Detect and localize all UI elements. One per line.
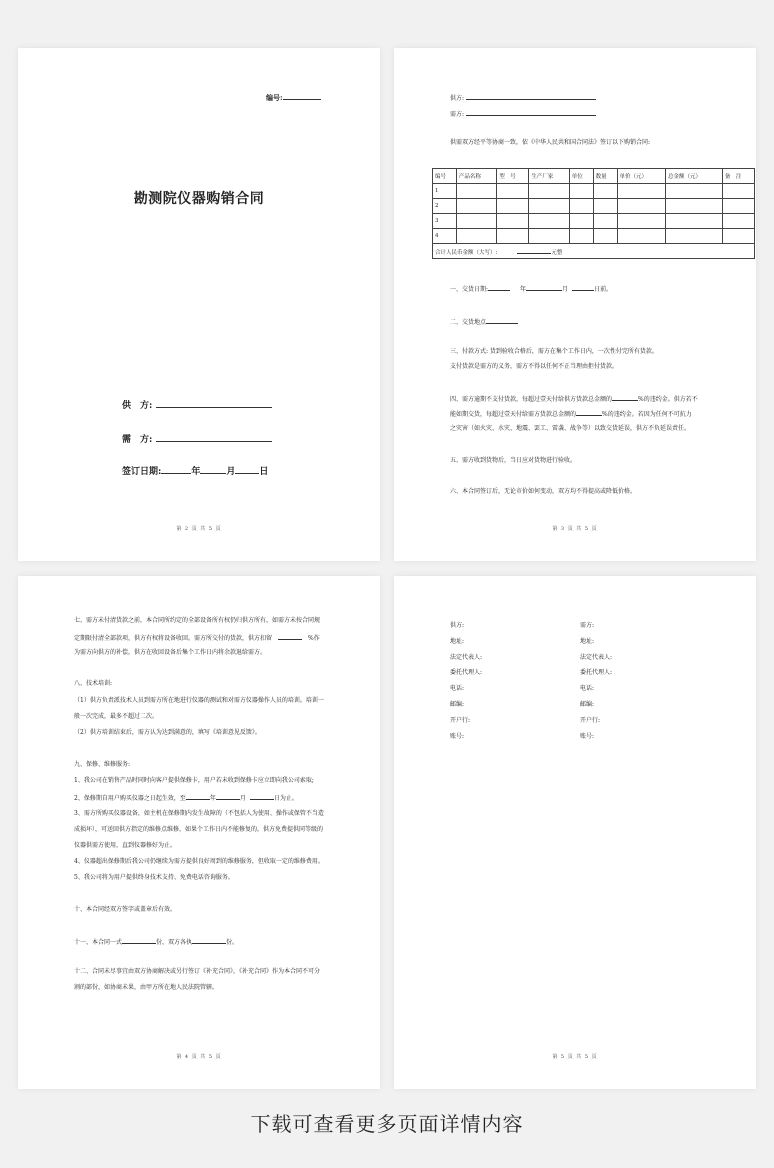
clause-1: 一、交货日期: 年 月 日前。 [450,286,613,293]
supplier-agent-label: 委托代理人: [450,669,483,677]
clause-4-3: 之灾害（如火灾、水灾、地震、罢工、雷袭、战争等）以致交货延误，供方不负延误责任。 [450,425,691,432]
clause-9-2: 2、保修期自用户购买仪器之日起生效，至 年 月 日为止。 [74,795,298,802]
table-row: 1 [433,184,755,199]
buyer-legal-rep-label: 法定代表人: [580,653,613,661]
supplier-field [122,398,272,411]
buyer-signature-block [580,618,612,744]
buyer-phone-label: 电话: [580,685,595,693]
sign-date-label: 签订日期: [122,467,162,477]
table-row: 2 [433,199,755,214]
supplier-phone-label: 电话: [450,685,465,693]
clause-11: 十一、本合同一式 份，双方各执 份。 [74,939,239,946]
buyer-postcode-label: 邮编: [580,700,595,708]
clause-8-2: 般一次完成，最多不超过二次。 [74,713,159,720]
clause-9-1: 1、我公司在销售产品时同时向客户提供保修卡，用户若未收到保修卡应立即向我公司索取; [74,777,314,784]
supplier-label: 供 方: [122,401,153,411]
clause-4-1: 四、需方逾期不支付货款，每超过壹天付给供方货款总金额的 %的违约金。供方若不 [450,396,698,403]
page-footer: 第 4 页 共 5 页 [176,1054,222,1060]
clause-8-heading: 八、技术培训: [74,680,113,687]
clause-3-2: 支付货款是需方的义务，需方不得以任何不正当理由拒付货款。 [450,363,619,370]
supplier-address-label: 地址: [450,637,465,645]
buyer-label: 需 方: [122,435,153,445]
contract-page-cover [18,48,380,561]
clause-7-3: 为需方向供方的补偿，供方在收回设备后集个工作日内将余款退给需方。 [74,649,267,656]
page-footer: 第 5 页 共 5 页 [552,1054,598,1060]
supplier-label: 供方: [450,622,465,629]
supplier-line: 供方: [450,93,596,103]
clause-8-3: （2）供方培训结束后，需方认为达到满意的，填写《培训意见反馈》。 [74,729,261,736]
clause-5: 五、需方收到货物后，当日应对货物进行验收。 [450,457,577,464]
supplier-signature-block [450,618,482,744]
contract-intro: 供需双方经平等协商一致，依《中华人民共和国合同法》签订以下购销合同: [450,139,651,146]
download-more-caption: 下载可查看更多页面详情内容 [250,1112,524,1136]
table-header-row: 编号 产品名称 型 号 生产厂家 单位 数量 单价（元） 总金额（元） 备 注 [433,169,755,184]
table-row: 4 [433,229,755,244]
buyer-address-label: 地址: [580,637,595,645]
clause-12-2: 割的部份，如协商未果，由甲方所在地人民法院管辖。 [74,984,219,991]
supplier-account-label: 账号: [450,732,465,740]
buyer-agent-label: 委托代理人: [580,669,613,677]
clause-3-1: 三、付款方式: 货到验收合格后，需方在集个工作日内，一次性付完所有货款。 [450,348,658,355]
clause-6: 六、本合同签订后，无论市价如何变动，双方均不得提高或降低价格。 [450,488,637,495]
clause-9-3-1: 3、需方所购买仪器设备，如主机在保修期内发生故障的（不包括人为使用、操作或保管不当造 [74,810,324,817]
clause-10: 十、本合同经双方签字或盖章后有效。 [74,906,177,913]
contract-page-signatures [394,576,756,1089]
clause-2: 二、交货地点 [450,317,518,327]
contract-title: 勘测院仪器购销合同 [133,191,265,207]
table-total-row: 合计人民币金额（大写）: 元整 [433,244,755,259]
clause-8-1: （1）供方负责派技术人员到需方所在地进行仪器的测试和对需方仪器操作人员的培训。培训一 [74,697,324,704]
supplier-legal-rep-label: 法定代表人: [450,653,483,661]
clause-9-5: 5、我公司将为用户提供终身技术支持、免费电话咨询服务。 [74,874,234,881]
page-footer: 第 3 页 共 5 页 [552,526,598,532]
clause-9-3-3: 仪器供需方使用，直到仪器修好为止。 [74,842,177,849]
buyer-label: 需方: [580,622,595,629]
product-table [432,168,755,259]
page-footer: 第 2 页 共 5 页 [176,526,222,532]
table-row: 3 [433,214,755,229]
buyer-field [122,432,272,445]
clause-9-3-2: 成损坏），可送回供方指定的维修点维修，如果个工作日内不能修复的，供方免费提供同等级的 [74,826,324,833]
contract-page-2 [394,48,756,561]
clause-9-4: 4、仪器超出保修期后我公司仍继续为需方提供良好周到的维修服务，但收取一定的维修费用。 [74,858,324,865]
clause-9-heading: 九、保修、维修服务: [74,761,131,768]
sign-date-field: 签订日期: 年 月 日 [122,467,269,477]
contract-number-label: 编号: [266,93,283,102]
clause-4-2: 能如期交货，每超过壹天付给需方货款总金额的 %的违约金。若因为任何不可抗力 [450,411,692,418]
clause-12-1: 十二、合同未尽事宜由双方协商解决或另行签订《补充合同》，《补充合同》作为本合同不可分 [74,968,321,975]
contract-page-3 [18,576,380,1089]
supplier-bank-label: 开户行: [450,716,471,724]
contract-number-field [266,93,321,103]
buyer-line: 需方: [450,109,596,119]
buyer-bank-label: 开户行: [580,716,601,724]
clause-7-1: 七、需方未付清货款之前，本合同所约定的全部设备所有权仍归供方所有，如需方未按合同规 [74,617,321,624]
buyer-account-label: 账号: [580,732,595,740]
supplier-postcode-label: 邮编: [450,700,465,708]
clause-7-2: 定期限付清全部款项，供方有权将设备收回。需方所交付的货款，供方扣留 %作 [74,635,320,642]
